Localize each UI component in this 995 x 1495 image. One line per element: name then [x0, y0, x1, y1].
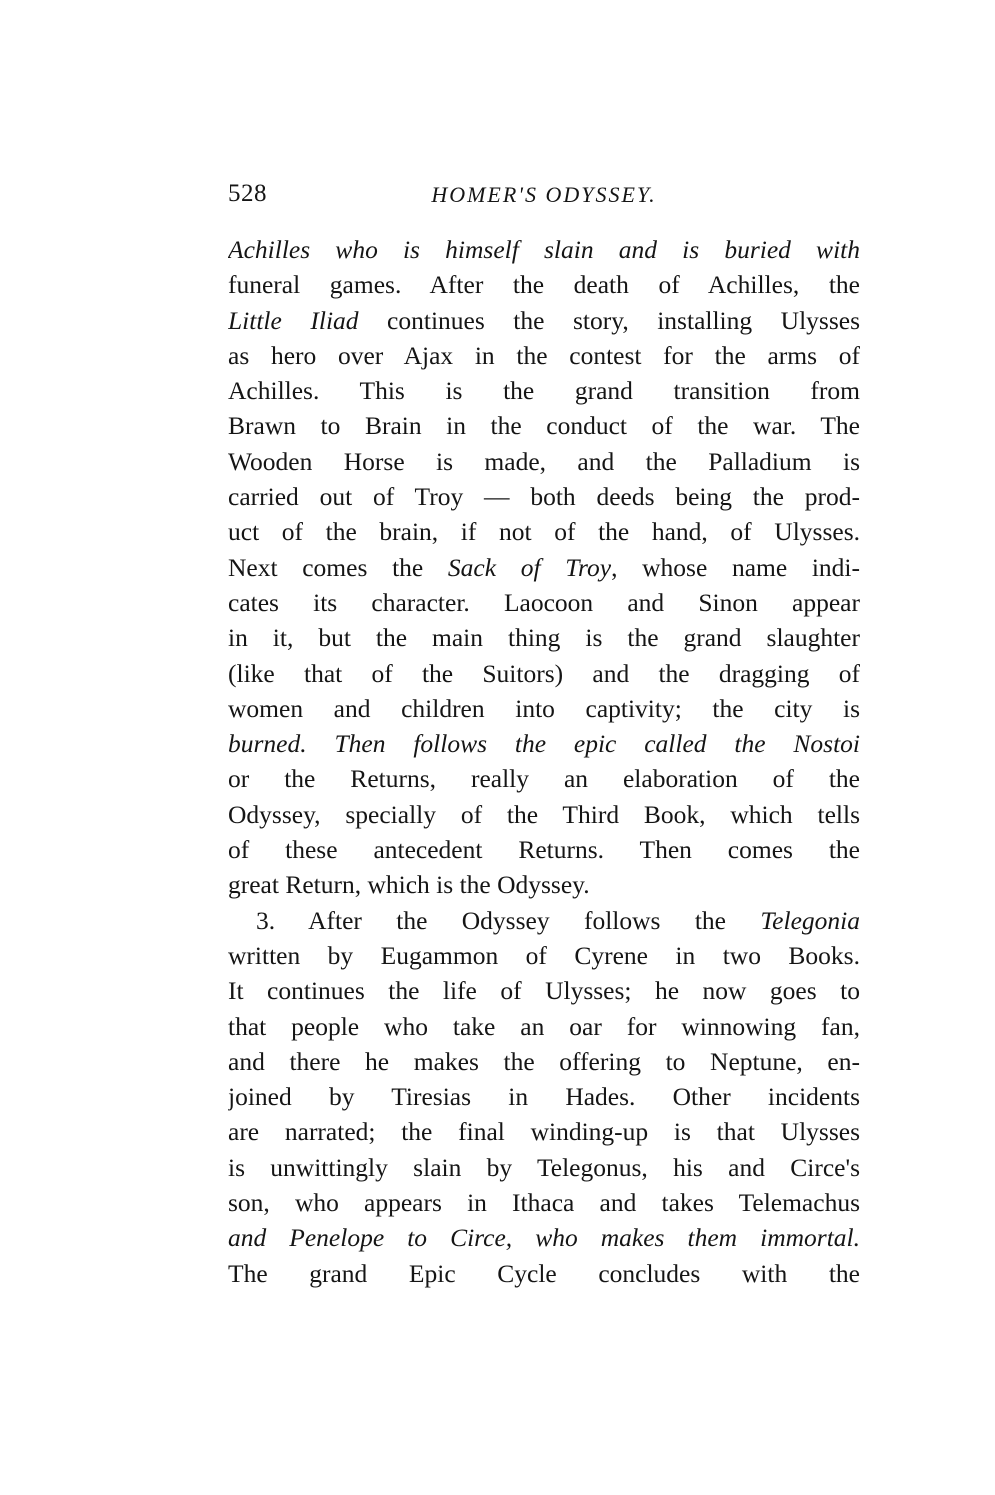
text-segment: joined by Tiresias in Hades. Other incidents [228, 1082, 860, 1112]
text-segment: , whose name indi- [611, 552, 860, 582]
text-segment: is unwittingly slain by Telegonus, his and Circe's [228, 1152, 860, 1182]
text-segment: great Return, which is the Odyssey. [228, 870, 590, 900]
text-line [228, 867, 860, 902]
text-segment: Next comes the [228, 552, 448, 582]
text-segment: in it, but the main thing is the grand slaughter [228, 623, 860, 653]
text-segment: cates its character. Laocoon and Sinon appear [228, 587, 860, 617]
text-line [228, 1150, 860, 1185]
text-line [228, 1256, 860, 1291]
text-segment: continues the story, installing Ulysses [358, 305, 860, 335]
text-segment: Achilles. This is the grand transition from [228, 376, 860, 406]
text-segment: carried out of Troy — both deeds being the prod- [228, 482, 860, 512]
text-line [228, 373, 860, 408]
text-line [228, 1044, 860, 1079]
italic-text: Telegonia [760, 905, 860, 935]
text-segment: Brawn to Brain in the conduct of the war. The [228, 411, 860, 441]
text-line [228, 232, 860, 267]
text-line [228, 620, 860, 655]
text-line [228, 938, 860, 973]
text-line [228, 444, 860, 479]
text-line [228, 903, 860, 938]
text-segment: Odyssey, specially of the Third Book, which tells [228, 799, 860, 829]
italic-text: Nostoi [793, 729, 860, 759]
text-line [228, 656, 860, 691]
italic-text: Achilles who is himself slain and is buried with [228, 235, 860, 264]
text-segment: son, who appears in Ithaca and takes Telemachus [228, 1188, 860, 1218]
running-head: HOMER'S ODYSSEY. [431, 182, 657, 207]
text-line [228, 514, 860, 549]
text-segment: uct of the brain, if not of the hand, of Ulysses. [228, 517, 860, 547]
italic-text: Sack of Troy [447, 552, 612, 582]
italic-text: and Penelope to Circe, who makes them immortal. [228, 1223, 860, 1253]
text-segment: are narrated; the final winding-up is that Ulysses [228, 1117, 860, 1147]
page-number: 528 [228, 180, 267, 207]
text-line [228, 1185, 860, 1220]
text-line [228, 1009, 860, 1044]
text-segment: (like that of the Suitors) and the dragging of [228, 658, 860, 688]
text-segment: of these antecedent Returns. Then comes the [228, 835, 860, 865]
text-line [228, 832, 860, 867]
text-line [228, 408, 860, 443]
text-line [228, 585, 860, 620]
italic-text: burned. Then follows the epic called the [228, 729, 794, 759]
text-segment: that people who take an oar for winnowing fan, [228, 1011, 860, 1041]
page-header [228, 180, 860, 216]
text-segment: Wooden Horse is made, and the Palladium is [228, 446, 860, 476]
text-segment: 3. After the Odyssey follows the [256, 905, 761, 935]
text-segment: or the Returns, really an elaboration of the [228, 764, 860, 794]
text-line [228, 1079, 860, 1114]
text-line [228, 550, 860, 585]
text-line [228, 303, 860, 338]
text-line [228, 1114, 860, 1149]
text-segment: It continues the life of Ulysses; he now goes to [228, 976, 860, 1006]
text-line [228, 797, 860, 832]
text-line [228, 726, 860, 761]
text-segment: as hero over Ajax in the contest for the arms of [228, 340, 860, 370]
text-segment: and there he makes the offering to Neptune, en- [228, 1046, 860, 1076]
text-segment: written by Eugammon of Cyrene in two Books. [228, 940, 860, 970]
italic-text: Little Iliad [228, 305, 359, 335]
text-line [228, 973, 860, 1008]
text-line [228, 479, 860, 514]
text-line [228, 267, 860, 302]
text-segment: The grand Epic Cycle concludes with the [228, 1258, 860, 1288]
text-line [228, 338, 860, 373]
text-segment: women and children into captivity; the city is [228, 693, 860, 723]
text-line [228, 691, 860, 726]
text-segment: funeral games. After the death of Achilles, the [228, 270, 860, 300]
body-text [228, 232, 860, 1291]
text-line [228, 1220, 860, 1255]
text-line [228, 761, 860, 796]
